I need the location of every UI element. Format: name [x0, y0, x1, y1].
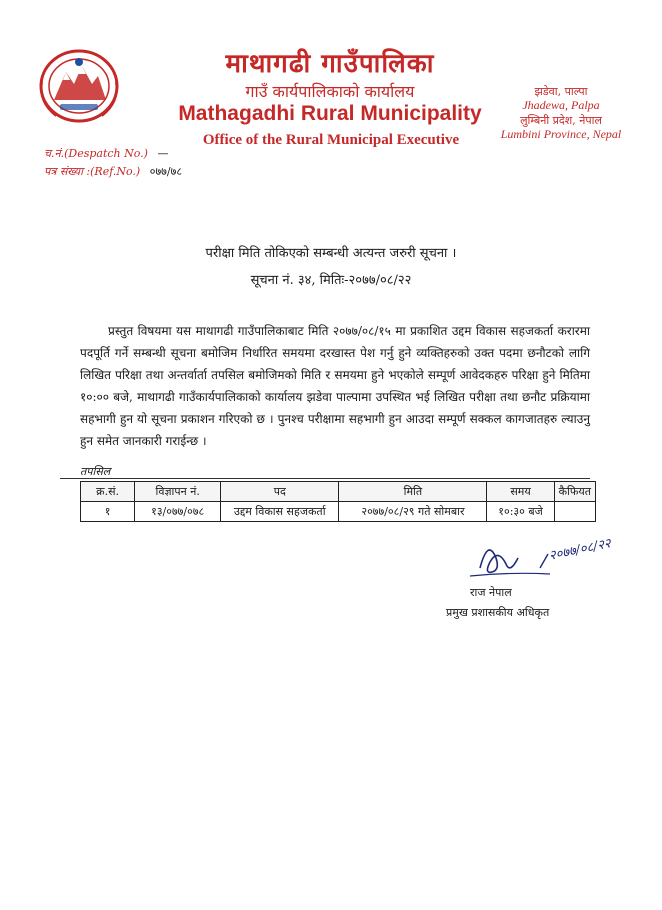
office-name-english: Office of the Rural Municipal Executive: [202, 132, 460, 148]
reference-number: [44, 164, 182, 179]
ref-label: पत्र संख्या :(Ref.No.): [44, 165, 141, 178]
despatch-value: —: [157, 147, 169, 160]
despatch-number: [44, 146, 168, 161]
signatory-title: प्रमुख प्रशासकीय अधिकृत: [446, 606, 550, 619]
col-serial: क्र.सं.: [81, 482, 135, 502]
nepal-emblem-icon: [36, 42, 122, 126]
notice-body: प्रस्तुत विषयमा यस माथागढी गाउँपालिकाबाट मिति २०७७/०८/१५ मा प्रकाशित उद्दम विकास सहजकर्ता करारमा पदपूर्ति गर्ने सम्बन्धी सूचना बमोजिम निर्धारित समयमा दरखास्त पेश गर्नु हुने व्यक्तिहरुको उक्त पदमा छनौटको लागि लिखित परिक्षा तथा अन्तर्वार्ता तपसिल बमोजिमको मिति र समयमा हुने भएकोले सम्पूर्ण आवेदकहरु परिक्षा हुने मितिमा १०:०० बजे, माथागढी गाउँकार्यपालिकाको कार्यालय झडेवा पाल्पामा उपस्थित भई लिखित परीक्षा तथा छनौट प्रक्रियामा सहभागी हुन यो सूचना प्रकाशन गरिएको छ । पुनश्च परीक्षामा सहभागी हुन आउदा सम्पूर्ण सक्कल कागजातहरु ल्याउनु हुन समेत जानकारी गराईन्छ ।: [80, 324, 590, 448]
address-nepali-2: लुम्बिनी प्रदेश, नेपाल: [520, 114, 602, 127]
schedule-divider: [60, 478, 590, 479]
address-nepali-1: झडेवा, पाल्पा: [534, 85, 588, 98]
cell-remarks: [554, 502, 595, 522]
notice-number-line: सूचना नं. ३४, मितिः-२०७७/०८/२२: [250, 273, 412, 288]
col-ad-number: विज्ञापन नं.: [135, 482, 221, 502]
col-date: मिति: [339, 482, 487, 502]
cell-post: उद्दम विकास सहजकर्ता: [221, 502, 339, 522]
despatch-label: च.नं.(Despatch No.): [44, 147, 148, 160]
address-english-1: Jhadewa, Palpa: [522, 98, 600, 112]
cell-ad-number: १३/०७७/०७८: [135, 502, 221, 522]
col-remarks: कैफियत: [554, 482, 595, 502]
schedule-table: [80, 481, 596, 522]
municipality-name-english: Mathagadhi Rural Municipality: [178, 102, 482, 125]
cell-time: १०:३० बजे: [487, 502, 554, 522]
schedule-header-row: [81, 482, 596, 502]
signature-date: २०७७/०८/२२: [547, 536, 613, 564]
notice-title: परीक्षा मिति तोकिएको सम्बन्धी अत्यन्त जरुरी सूचना ।: [205, 246, 457, 261]
cell-date: २०७७/०८/२९ गते सोमबार: [339, 502, 487, 522]
address-english-2: Lumbini Province, Nepal: [500, 127, 622, 141]
col-time: समय: [487, 482, 554, 502]
ref-value: ०७७/७८: [149, 165, 183, 178]
table-row: [81, 502, 596, 522]
schedule-label: तपसिल: [80, 465, 111, 478]
municipality-name-nepali: माथागढी गाउँपालिका: [225, 49, 435, 79]
office-name-nepali: गाउँ कार्यपालिकाको कार्यालय: [245, 82, 415, 101]
cell-serial: १: [81, 502, 135, 522]
col-post: पद: [221, 482, 339, 502]
signatory-name: राज नेपाल: [470, 586, 512, 599]
